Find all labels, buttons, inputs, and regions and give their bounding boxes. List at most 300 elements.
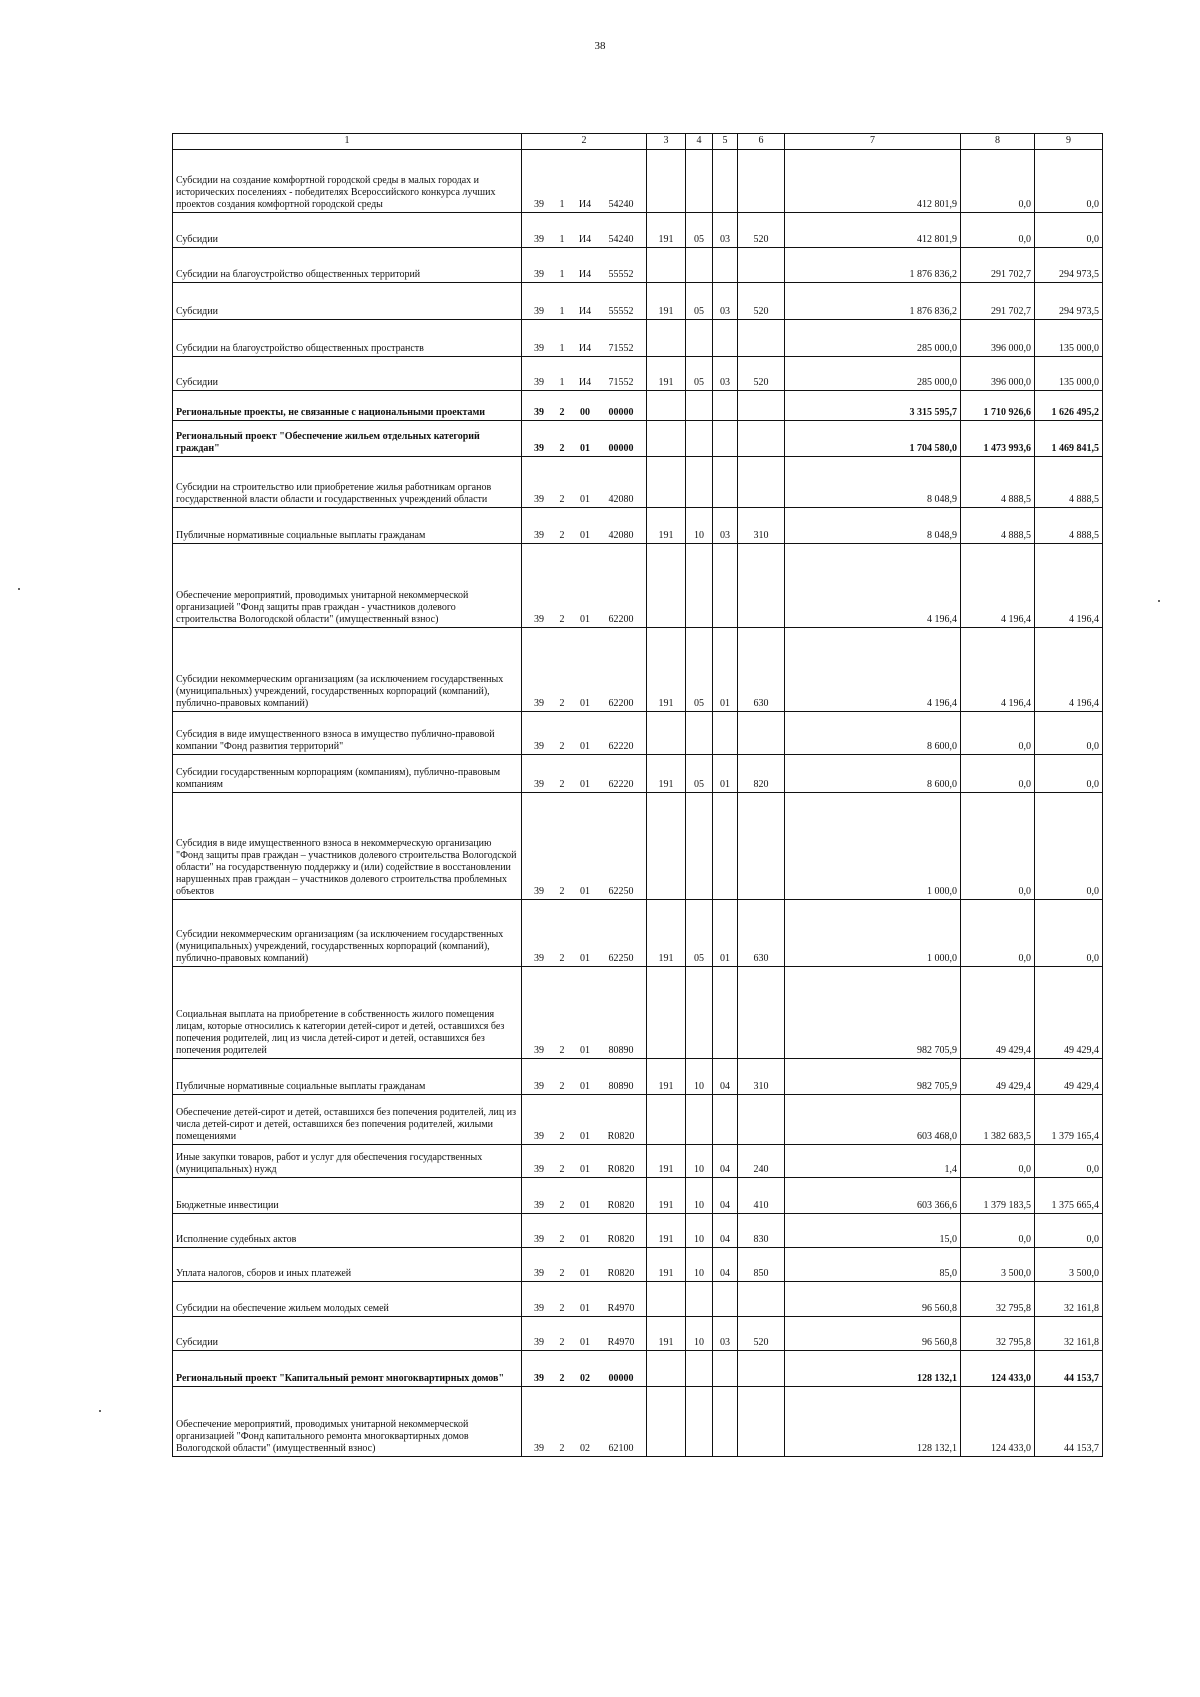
row-code: [522, 628, 647, 712]
row-c4: 05: [686, 213, 713, 248]
code-part: 39: [534, 1045, 544, 1056]
row-code: [522, 1145, 647, 1178]
row-value-7: 8 600,0: [785, 755, 961, 793]
row-c6: [738, 544, 785, 628]
row-value-8: 124 433,0: [961, 1387, 1035, 1457]
row-code: [522, 967, 647, 1059]
row-value-8: 1 382 683,5: [961, 1095, 1035, 1145]
row-c5: 03: [713, 213, 738, 248]
row-c4: [686, 248, 713, 283]
row-c5: [713, 1387, 738, 1457]
code-part: И4: [578, 306, 592, 317]
row-value-7: 128 132,1: [785, 1351, 961, 1387]
row-c5: 03: [713, 1317, 738, 1351]
row-name: Субсидии некоммерческим организациям (за исключением государственных (муниципальных) учреждений, государственных корпораций (компаний), публично-правовых компаний): [173, 628, 522, 712]
row-c3: [647, 544, 686, 628]
row-c6: [738, 150, 785, 213]
row-name: Субсидии на обеспечение жильем молодых семей: [173, 1282, 522, 1317]
code-part: 39: [534, 1131, 544, 1142]
row-name: Публичные нормативные социальные выплаты гражданам: [173, 508, 522, 544]
row-c6: 850: [738, 1248, 785, 1282]
row-value-9: 294 973,5: [1035, 283, 1103, 320]
row-name: Субсидии: [173, 1317, 522, 1351]
row-c4: 10: [686, 508, 713, 544]
code-part: 39: [534, 741, 544, 752]
row-code: [522, 248, 647, 283]
row-value-7: 3 315 595,7: [785, 391, 961, 421]
row-value-7: 4 196,4: [785, 628, 961, 712]
code-part: 62250: [608, 886, 634, 897]
code-part: 01: [580, 1268, 590, 1279]
row-c5: 03: [713, 357, 738, 391]
row-c3: 191: [647, 900, 686, 967]
row-c6: [738, 421, 785, 457]
row-value-9: 4 196,4: [1035, 544, 1103, 628]
row-c5: 04: [713, 1145, 738, 1178]
row-code: [522, 1214, 647, 1248]
row-name: Публичные нормативные социальные выплаты гражданам: [173, 1059, 522, 1095]
row-value-8: 32 795,8: [961, 1317, 1035, 1351]
header-cell: 6: [738, 134, 785, 150]
row-c3: 191: [647, 357, 686, 391]
code-part: 00000: [608, 407, 634, 418]
code-part: 1: [559, 306, 565, 317]
row-c5: [713, 320, 738, 357]
code-part: 01: [580, 1303, 590, 1314]
table-row: [173, 1095, 1103, 1145]
row-value-9: 44 153,7: [1035, 1387, 1103, 1457]
row-c5: 01: [713, 628, 738, 712]
code-part: 01: [580, 1131, 590, 1142]
row-c4: [686, 1095, 713, 1145]
row-value-7: 4 196,4: [785, 544, 961, 628]
row-value-9: 0,0: [1035, 1145, 1103, 1178]
row-c4: 05: [686, 283, 713, 320]
table-row: [173, 1214, 1103, 1248]
row-name: Региональный проект "Обеспечение жильем отдельных категорий граждан": [173, 421, 522, 457]
row-c5: [713, 712, 738, 755]
code-part: 62200: [608, 698, 634, 709]
row-name: Субсидии: [173, 283, 522, 320]
row-c3: 191: [647, 755, 686, 793]
table-row: [173, 213, 1103, 248]
row-c5: 04: [713, 1178, 738, 1214]
row-c3: 191: [647, 1214, 686, 1248]
row-value-7: 285 000,0: [785, 357, 961, 391]
row-value-9: 1 375 665,4: [1035, 1178, 1103, 1214]
row-value-8: 4 888,5: [961, 457, 1035, 508]
code-part: 1: [559, 199, 565, 210]
code-part: 1: [559, 377, 565, 388]
code-part: 2: [559, 1164, 565, 1175]
row-code: [522, 357, 647, 391]
code-part: 42080: [608, 494, 634, 505]
table-row: [173, 457, 1103, 508]
row-c6: [738, 391, 785, 421]
code-part: 2: [559, 443, 565, 454]
row-c3: [647, 320, 686, 357]
row-c6: 630: [738, 628, 785, 712]
code-part: 62100: [608, 1443, 634, 1454]
row-value-9: 294 973,5: [1035, 248, 1103, 283]
code-part: 01: [580, 1337, 590, 1348]
header-row: [173, 134, 1103, 150]
row-c4: 05: [686, 357, 713, 391]
row-code: [522, 1317, 647, 1351]
code-part: 01: [580, 953, 590, 964]
code-part: 2: [559, 1131, 565, 1142]
row-value-8: 4 888,5: [961, 508, 1035, 544]
row-value-9: 1 626 495,2: [1035, 391, 1103, 421]
row-code: [522, 1387, 647, 1457]
row-value-7: 412 801,9: [785, 150, 961, 213]
table-row: [173, 320, 1103, 357]
code-part: 2: [559, 614, 565, 625]
row-value-7: 1 876 836,2: [785, 283, 961, 320]
row-value-7: 8 048,9: [785, 508, 961, 544]
row-c4: 10: [686, 1178, 713, 1214]
row-value-8: 0,0: [961, 900, 1035, 967]
table-row: [173, 508, 1103, 544]
row-c5: 04: [713, 1059, 738, 1095]
code-part: 39: [534, 1373, 544, 1384]
row-value-9: 135 000,0: [1035, 357, 1103, 391]
row-value-7: 15,0: [785, 1214, 961, 1248]
code-part: R0820: [607, 1268, 635, 1279]
row-value-8: 124 433,0: [961, 1351, 1035, 1387]
row-c4: [686, 1387, 713, 1457]
row-value-9: 0,0: [1035, 712, 1103, 755]
code-part: 2: [559, 494, 565, 505]
row-value-7: 1 876 836,2: [785, 248, 961, 283]
code-part: 71552: [608, 377, 634, 388]
scan-speck: [1158, 600, 1160, 602]
row-value-7: 982 705,9: [785, 967, 961, 1059]
row-name: Обеспечение детей-сирот и детей, оставшихся без попечения родителей, лиц из числа детей-сирот и детей, оставшихся без попечения родителей, жилыми помещениями: [173, 1095, 522, 1145]
row-value-8: 0,0: [961, 712, 1035, 755]
row-code: [522, 793, 647, 900]
row-c5: [713, 457, 738, 508]
row-value-7: 603 366,6: [785, 1178, 961, 1214]
row-value-8: 4 196,4: [961, 544, 1035, 628]
code-part: 39: [534, 1234, 544, 1245]
code-part: 39: [534, 614, 544, 625]
code-part: 54240: [608, 199, 634, 210]
row-c3: 191: [647, 628, 686, 712]
row-value-8: 291 702,7: [961, 283, 1035, 320]
row-c5: [713, 1351, 738, 1387]
row-c5: [713, 391, 738, 421]
row-value-9: 0,0: [1035, 1214, 1103, 1248]
row-name: Субсидии на благоустройство общественных территорий: [173, 248, 522, 283]
row-value-9: 32 161,8: [1035, 1317, 1103, 1351]
code-part: 2: [559, 1045, 565, 1056]
code-part: R4970: [607, 1337, 635, 1348]
row-c5: [713, 1282, 738, 1317]
code-part: 39: [534, 443, 544, 454]
code-part: 2: [559, 741, 565, 752]
row-code: [522, 1178, 647, 1214]
code-part: 39: [534, 1164, 544, 1175]
row-value-7: 1 704 580,0: [785, 421, 961, 457]
row-value-8: 396 000,0: [961, 320, 1035, 357]
code-part: 39: [534, 377, 544, 388]
code-part: 2: [559, 1373, 565, 1384]
row-c5: [713, 1095, 738, 1145]
row-value-9: 3 500,0: [1035, 1248, 1103, 1282]
table-row: [173, 391, 1103, 421]
row-c6: [738, 457, 785, 508]
code-part: 01: [580, 779, 590, 790]
row-value-9: 49 429,4: [1035, 967, 1103, 1059]
code-part: И4: [578, 199, 592, 210]
row-value-9: 0,0: [1035, 900, 1103, 967]
row-c6: 520: [738, 213, 785, 248]
row-c4: 10: [686, 1059, 713, 1095]
code-part: 39: [534, 1337, 544, 1348]
code-part: 01: [580, 1200, 590, 1211]
row-c6: [738, 1351, 785, 1387]
row-name: Субсидия в виде имущественного взноса в имущество публично-правовой компании "Фонд развития территорий": [173, 712, 522, 755]
table-row: [173, 1282, 1103, 1317]
code-part: 62250: [608, 953, 634, 964]
code-part: 80890: [608, 1045, 634, 1056]
code-part: 01: [580, 443, 590, 454]
code-part: R0820: [607, 1164, 635, 1175]
code-part: 39: [534, 953, 544, 964]
code-part: 62220: [608, 741, 634, 752]
row-c6: [738, 712, 785, 755]
row-c6: 240: [738, 1145, 785, 1178]
row-code: [522, 755, 647, 793]
code-part: 55552: [608, 269, 634, 280]
row-c3: [647, 421, 686, 457]
code-part: 54240: [608, 234, 634, 245]
row-value-8: 1 473 993,6: [961, 421, 1035, 457]
row-value-7: 1,4: [785, 1145, 961, 1178]
row-c4: 10: [686, 1317, 713, 1351]
row-code: [522, 1059, 647, 1095]
row-value-7: 285 000,0: [785, 320, 961, 357]
row-c3: 191: [647, 1248, 686, 1282]
row-value-9: 0,0: [1035, 213, 1103, 248]
row-value-7: 96 560,8: [785, 1282, 961, 1317]
code-part: 01: [580, 1164, 590, 1175]
row-name: Обеспечение мероприятий, проводимых унитарной некоммерческой организацией "Фонд защиты прав граждан - участников долевого строительства Вологодской области" (имущественный взнос): [173, 544, 522, 628]
table-row: [173, 793, 1103, 900]
row-c3: 191: [647, 1317, 686, 1351]
row-c6: [738, 320, 785, 357]
row-c5: 01: [713, 900, 738, 967]
code-part: 62200: [608, 614, 634, 625]
row-c6: [738, 1387, 785, 1457]
row-value-8: 4 196,4: [961, 628, 1035, 712]
row-code: [522, 1248, 647, 1282]
table-row: [173, 1248, 1103, 1282]
row-c3: [647, 150, 686, 213]
row-value-8: 396 000,0: [961, 357, 1035, 391]
code-part: 01: [580, 1081, 590, 1092]
code-part: 1: [559, 234, 565, 245]
row-name: Субсидии некоммерческим организациям (за исключением государственных (муниципальных) учреждений, государственных корпораций (компаний), публично-правовых компаний): [173, 900, 522, 967]
code-part: 39: [534, 306, 544, 317]
row-c4: 05: [686, 628, 713, 712]
row-name: Субсидия в виде имущественного взноса в некоммерческую организацию "Фонд защиты прав граждан – участников долевого строительства Вологодской области" на государственную поддержку и (или) содействие в восстановлении нарушенных прав граждан – участников долевого строительства проблемных объектов: [173, 793, 522, 900]
row-c6: [738, 1095, 785, 1145]
row-c4: [686, 320, 713, 357]
code-part: 2: [559, 1303, 565, 1314]
code-part: 55552: [608, 306, 634, 317]
row-c4: [686, 712, 713, 755]
row-c4: 10: [686, 1145, 713, 1178]
header-cell: 2: [522, 134, 647, 150]
row-code: [522, 283, 647, 320]
row-c3: [647, 1282, 686, 1317]
table-row: [173, 1317, 1103, 1351]
row-value-7: 8 600,0: [785, 712, 961, 755]
row-name: Субсидии: [173, 357, 522, 391]
table-row: [173, 967, 1103, 1059]
row-value-8: 49 429,4: [961, 1059, 1035, 1095]
row-value-8: 291 702,7: [961, 248, 1035, 283]
row-name: Региональные проекты, не связанные с национальными проектами: [173, 391, 522, 421]
code-part: 01: [580, 1234, 590, 1245]
code-part: 39: [534, 1268, 544, 1279]
code-part: 00000: [608, 1373, 634, 1384]
row-c6: 830: [738, 1214, 785, 1248]
row-value-8: 0,0: [961, 213, 1035, 248]
code-part: 2: [559, 1337, 565, 1348]
code-part: И4: [578, 234, 592, 245]
row-value-9: 1 469 841,5: [1035, 421, 1103, 457]
code-part: 2: [559, 698, 565, 709]
row-value-7: 8 048,9: [785, 457, 961, 508]
code-part: 1: [559, 269, 565, 280]
code-part: 39: [534, 886, 544, 897]
row-name: Субсидии на благоустройство общественных пространств: [173, 320, 522, 357]
row-c4: [686, 1282, 713, 1317]
row-c6: 310: [738, 508, 785, 544]
scan-speck: [99, 1410, 101, 1412]
row-c6: 410: [738, 1178, 785, 1214]
row-value-8: 3 500,0: [961, 1248, 1035, 1282]
row-name: Социальная выплата на приобретение в собственность жилого помещения лицам, которые относились к категории детей-сирот и детей, оставшихся без попечения родителей, лиц из числа детей-сирот и детей, оставшихся без попечения родителей: [173, 967, 522, 1059]
row-c3: [647, 457, 686, 508]
header-cell: 5: [713, 134, 738, 150]
row-c3: [647, 793, 686, 900]
code-part: 2: [559, 407, 565, 418]
row-c5: 03: [713, 283, 738, 320]
code-part: 39: [534, 1200, 544, 1211]
row-c4: 05: [686, 755, 713, 793]
code-part: 80890: [608, 1081, 634, 1092]
row-code: [522, 900, 647, 967]
code-part: 2: [559, 530, 565, 541]
row-name: Исполнение судебных актов: [173, 1214, 522, 1248]
code-part: 39: [534, 1443, 544, 1454]
code-part: R4970: [607, 1303, 635, 1314]
code-part: 02: [580, 1443, 590, 1454]
row-value-9: 0,0: [1035, 150, 1103, 213]
table-row: [173, 421, 1103, 457]
code-part: И4: [578, 343, 592, 354]
table-row: [173, 1178, 1103, 1214]
code-part: 39: [534, 1081, 544, 1092]
row-c6: 820: [738, 755, 785, 793]
row-value-7: 1 000,0: [785, 900, 961, 967]
row-code: [522, 712, 647, 755]
table-row: [173, 755, 1103, 793]
code-part: 01: [580, 698, 590, 709]
table-row: [173, 357, 1103, 391]
row-code: [522, 1282, 647, 1317]
table-row: [173, 900, 1103, 967]
row-value-8: 0,0: [961, 150, 1035, 213]
table-row: [173, 712, 1103, 755]
code-part: 2: [559, 779, 565, 790]
code-part: 2: [559, 886, 565, 897]
row-value-7: 412 801,9: [785, 213, 961, 248]
row-value-7: 1 000,0: [785, 793, 961, 900]
row-value-8: 0,0: [961, 793, 1035, 900]
table-row: [173, 1351, 1103, 1387]
row-c3: 191: [647, 213, 686, 248]
row-value-9: 49 429,4: [1035, 1059, 1103, 1095]
row-c5: [713, 421, 738, 457]
code-part: 42080: [608, 530, 634, 541]
code-part: 71552: [608, 343, 634, 354]
table-row: [173, 150, 1103, 213]
row-value-9: 0,0: [1035, 755, 1103, 793]
row-c4: [686, 457, 713, 508]
row-c4: [686, 1351, 713, 1387]
row-value-7: 96 560,8: [785, 1317, 961, 1351]
row-code: [522, 544, 647, 628]
code-part: 01: [580, 741, 590, 752]
row-c3: 191: [647, 1178, 686, 1214]
row-value-9: 0,0: [1035, 793, 1103, 900]
row-value-8: 49 429,4: [961, 967, 1035, 1059]
row-c4: [686, 391, 713, 421]
code-part: R0820: [607, 1131, 635, 1142]
row-name: Бюджетные инвестиции: [173, 1178, 522, 1214]
code-part: 1: [559, 343, 565, 354]
row-value-9: 4 888,5: [1035, 508, 1103, 544]
code-part: 62220: [608, 779, 634, 790]
header-cell: 7: [785, 134, 961, 150]
row-name: Обеспечение мероприятий, проводимых унитарной некоммерческой организацией "Фонд капитального ремонта многоквартирных домов Вологодской области" (имущественный взнос): [173, 1387, 522, 1457]
row-value-8: 0,0: [961, 1214, 1035, 1248]
row-c3: [647, 712, 686, 755]
row-code: [522, 457, 647, 508]
code-part: 01: [580, 1045, 590, 1056]
row-c3: [647, 391, 686, 421]
code-part: 01: [580, 494, 590, 505]
row-code: [522, 508, 647, 544]
code-part: 39: [534, 269, 544, 280]
row-value-7: 128 132,1: [785, 1387, 961, 1457]
table-row: [173, 248, 1103, 283]
row-c3: [647, 967, 686, 1059]
header-cell: 4: [686, 134, 713, 150]
row-c3: [647, 1387, 686, 1457]
row-c4: 05: [686, 900, 713, 967]
row-c6: 630: [738, 900, 785, 967]
row-name: Иные закупки товаров, работ и услуг для обеспечения государственных (муниципальных) нужд: [173, 1145, 522, 1178]
row-c4: 10: [686, 1214, 713, 1248]
code-part: R0820: [607, 1234, 635, 1245]
row-c3: 191: [647, 1145, 686, 1178]
